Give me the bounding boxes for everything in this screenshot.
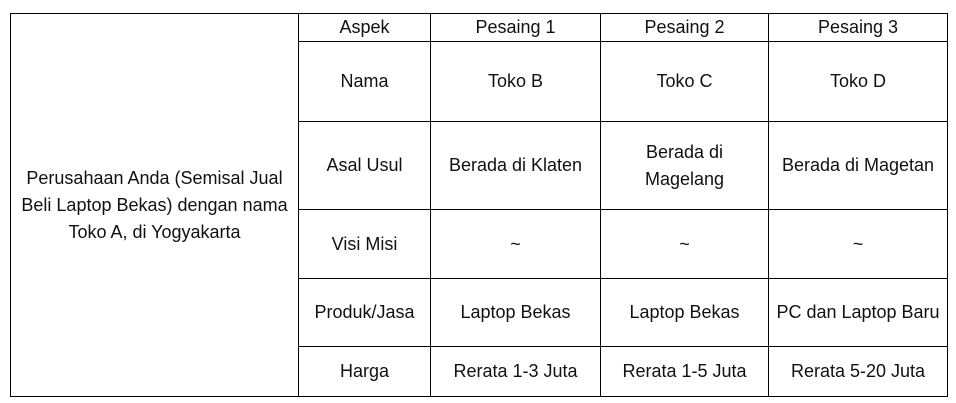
header-aspek: Aspek	[299, 14, 431, 42]
table-header-row	[11, 14, 948, 42]
pesaing-2-cell: Toko C	[601, 42, 769, 122]
pesaing-1-cell: Toko B	[431, 42, 601, 122]
pesaing-3-cell: Toko D	[769, 42, 948, 122]
pesaing-1-cell: Rerata 1-3 Juta	[431, 347, 601, 397]
aspek-cell: Harga	[299, 347, 431, 397]
pesaing-2-cell: Laptop Bekas	[601, 279, 769, 347]
pesaing-1-cell: Berada di Klaten	[431, 122, 601, 210]
pesaing-3-cell: Rerata 5-20 Juta	[769, 347, 948, 397]
header-pesaing-1: Pesaing 1	[431, 14, 601, 42]
pesaing-3-cell: Berada di Magetan	[769, 122, 948, 210]
header-pesaing-3: Pesaing 3	[769, 14, 948, 42]
pesaing-1-cell: Laptop Bekas	[431, 279, 601, 347]
aspek-cell: Nama	[299, 42, 431, 122]
company-description-cell: Perusahaan Anda (Semisal Jual Beli Laptop Bekas) dengan nama Toko A, di Yogyakarta	[11, 14, 299, 397]
competitor-analysis-table	[10, 13, 948, 397]
pesaing-1-cell: ~	[431, 210, 601, 279]
pesaing-2-cell: ~	[601, 210, 769, 279]
aspek-cell: Visi Misi	[299, 210, 431, 279]
aspek-cell: Produk/Jasa	[299, 279, 431, 347]
pesaing-2-cell: Berada di Magelang	[601, 122, 769, 210]
pesaing-3-cell: ~	[769, 210, 948, 279]
aspek-cell: Asal Usul	[299, 122, 431, 210]
pesaing-3-cell: PC dan Laptop Baru	[769, 279, 948, 347]
pesaing-2-cell: Rerata 1-5 Juta	[601, 347, 769, 397]
header-pesaing-2: Pesaing 2	[601, 14, 769, 42]
